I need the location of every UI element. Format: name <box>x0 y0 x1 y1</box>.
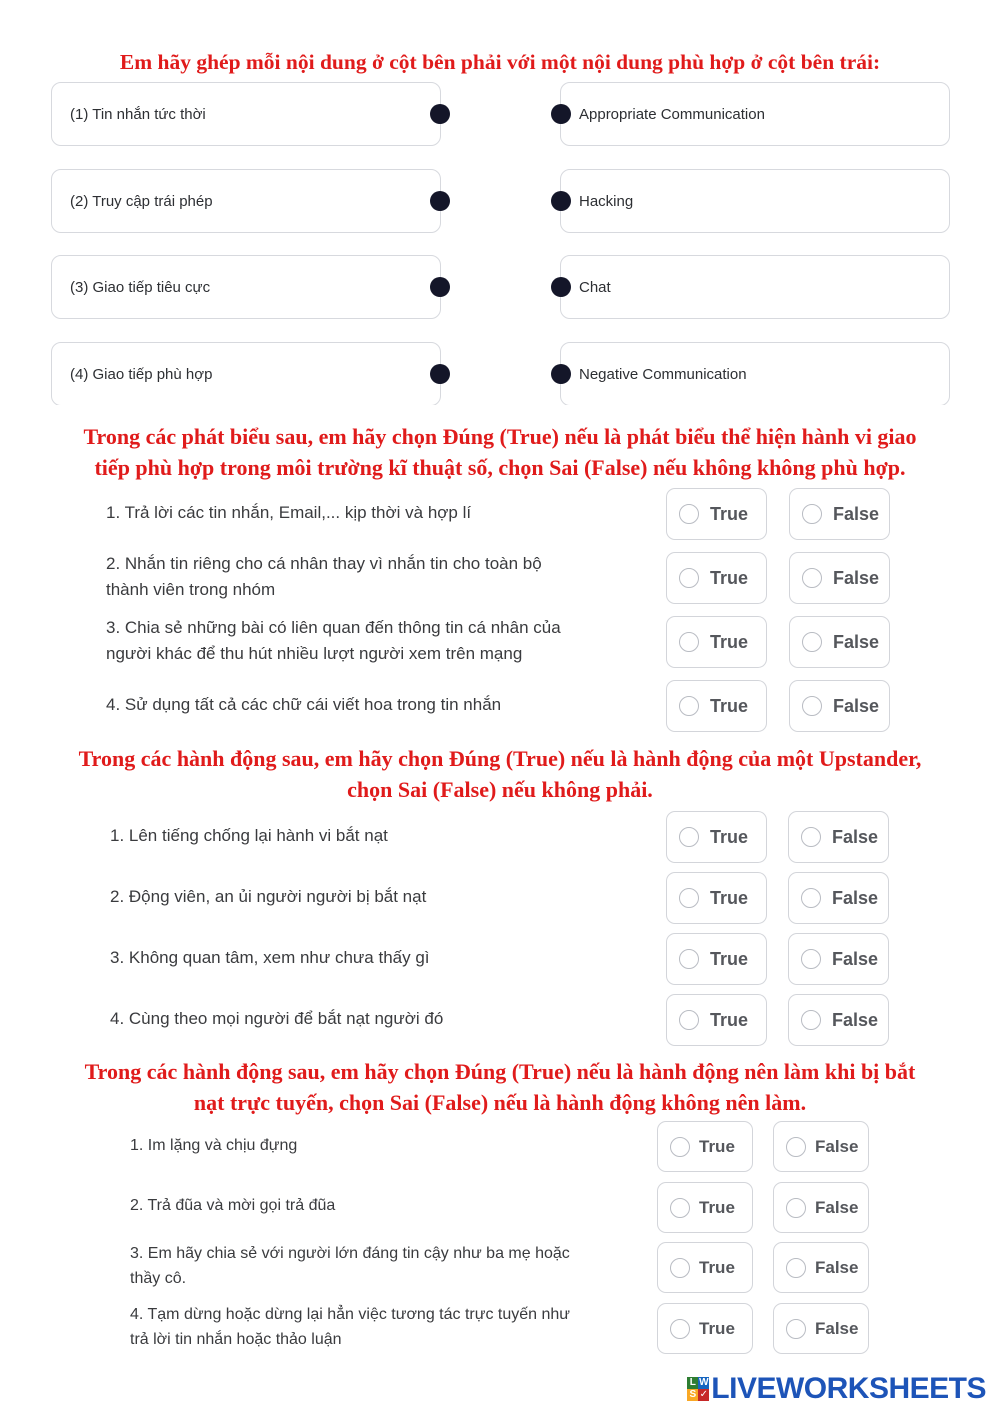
radio-circle-icon <box>670 1137 690 1157</box>
false-option[interactable] <box>773 1182 869 1233</box>
false-label: False <box>815 1197 859 1217</box>
radio-circle-icon <box>679 827 699 847</box>
false-option[interactable] <box>788 933 889 985</box>
false-label: False <box>833 631 880 652</box>
action-text: 3. Em hãy chia sẻ với người lớn đáng tin cậy như ba mẹ hoặc thầy cô. <box>130 1245 570 1287</box>
match-left-label: (2) Truy cập trái phép <box>70 193 213 210</box>
statement-text: 2. Nhắn tin riêng cho cá nhân thay vì nhắn tin cho toàn bộ thành viên trong nhóm <box>106 554 542 599</box>
liveworksheets-logo <box>687 1372 986 1406</box>
match-left-connector[interactable] <box>430 104 450 124</box>
false-option[interactable] <box>789 616 890 668</box>
radio-circle-icon <box>802 696 822 716</box>
true-option[interactable] <box>666 994 767 1046</box>
false-label: False <box>833 567 880 588</box>
match-left-item <box>51 169 441 233</box>
match-right-item <box>560 169 950 233</box>
true-label: True <box>710 1009 749 1030</box>
false-option[interactable] <box>789 680 890 732</box>
false-label: False <box>815 1257 859 1277</box>
true-option[interactable] <box>657 1242 753 1293</box>
radio-circle-icon <box>802 504 822 524</box>
true-label: True <box>699 1257 735 1277</box>
action-text: 4. Cùng theo mọi người để bắt nạt người đó <box>110 1009 444 1028</box>
true-label: True <box>710 631 749 652</box>
match-right-item <box>560 255 950 319</box>
section1-heading: Em hãy ghép mỗi nội dung ở cột bên phải với một nội dung phù hợp ở cột bên trái: <box>119 50 881 74</box>
radio-circle-icon <box>786 1319 806 1339</box>
match-left-connector[interactable] <box>430 191 450 211</box>
match-right-connector[interactable] <box>551 277 571 297</box>
false-label: False <box>832 1009 879 1030</box>
match-right-connector[interactable] <box>551 104 571 124</box>
true-label: True <box>699 1318 735 1338</box>
match-right-label: Chat <box>579 279 611 296</box>
false-label: False <box>832 948 879 969</box>
false-label: False <box>832 887 879 908</box>
radio-circle-icon <box>679 888 699 908</box>
match-left-connector[interactable] <box>430 364 450 384</box>
match-right-label: Hacking <box>579 193 634 210</box>
true-label: True <box>710 826 749 847</box>
false-option[interactable] <box>789 488 890 540</box>
radio-circle-icon <box>670 1319 690 1339</box>
action-text: 4. Tạm dừng hoặc dừng lại hẳn việc tương tác trực tuyến như trả lời tin nhắn hoặc thảo luận <box>130 1306 570 1348</box>
action-text: 3. Không quan tâm, xem như chưa thấy gì <box>110 948 430 967</box>
radio-circle-icon <box>679 632 699 652</box>
statement-text: 1. Trả lời các tin nhắn, Email,... kịp thời và hợp lí <box>106 503 472 522</box>
radio-circle-icon <box>802 568 822 588</box>
logo-badge-letter: L <box>687 1377 698 1389</box>
section3-heading-line1: Trong các hành động sau, em hãy chọn Đúng (True) nếu là hành động của một Upstander, <box>78 746 922 771</box>
match-left-item <box>51 255 441 319</box>
radio-circle-icon <box>679 568 699 588</box>
false-option[interactable] <box>788 994 889 1046</box>
match-left-item <box>51 342 441 406</box>
true-option[interactable] <box>657 1182 753 1233</box>
false-option[interactable] <box>789 552 890 604</box>
radio-circle-icon <box>679 949 699 969</box>
action-text: 1. Lên tiếng chống lại hành vi bắt nạt <box>110 826 388 845</box>
radio-circle-icon <box>679 504 699 524</box>
section2-heading-line1: Trong các phát biểu sau, em hãy chọn Đúng (True) nếu là phát biểu thể hiện hành vi giao <box>83 424 917 449</box>
radio-circle-icon <box>670 1258 690 1278</box>
false-label: False <box>832 826 879 847</box>
match-right-label: Appropriate Communication <box>579 106 765 123</box>
true-label: True <box>710 695 749 716</box>
clip-edge <box>40 405 960 419</box>
false-label: False <box>833 503 880 524</box>
section3-heading-line2: chọn Sai (False) nếu không phải. <box>347 777 653 802</box>
match-right-item <box>560 82 950 146</box>
match-left-connector[interactable] <box>430 277 450 297</box>
match-right-label: Negative Communication <box>579 366 747 383</box>
false-option[interactable] <box>773 1242 869 1293</box>
logo-badge-icon <box>687 1377 709 1401</box>
statement-text: 3. Chia sẻ những bài có liên quan đến thông tin cá nhân của người khác để thu hút nhiều lượt người xem trên mạng <box>106 618 561 663</box>
true-label: True <box>699 1197 735 1217</box>
true-label: True <box>710 567 749 588</box>
true-option[interactable] <box>666 552 767 604</box>
radio-circle-icon <box>801 888 821 908</box>
match-right-connector[interactable] <box>551 191 571 211</box>
true-label: True <box>699 1136 735 1156</box>
action-text: 2. Động viên, an ủi người người bị bắt nạt <box>110 887 427 906</box>
true-option[interactable] <box>657 1121 753 1172</box>
section2-heading-line2: tiếp phù hợp trong môi trường kĩ thuật số, chọn Sai (False) nếu không không phù hợp. <box>94 455 906 480</box>
match-right-item <box>560 342 950 406</box>
true-label: True <box>710 503 749 524</box>
statement-text: 4. Sử dụng tất cả các chữ cái viết hoa trong tin nhắn <box>106 695 502 714</box>
radio-circle-icon <box>786 1198 806 1218</box>
logo-badge-letter: ✓ <box>699 1389 708 1400</box>
section4-heading-line1: Trong các hành động sau, em hãy chọn Đúng (True) nếu là hành động nên làm khi bị bắt <box>84 1059 916 1084</box>
match-left-label: (1) Tin nhắn tức thời <box>70 106 206 123</box>
true-option[interactable] <box>666 680 767 732</box>
action-text: 2. Trả đũa và mời gọi trả đũa <box>130 1197 336 1214</box>
match-right-connector[interactable] <box>551 364 571 384</box>
radio-circle-icon <box>786 1258 806 1278</box>
logo-text: LIVEWORKSHEETS <box>711 1372 986 1405</box>
true-option[interactable] <box>666 488 767 540</box>
true-option[interactable] <box>657 1303 753 1354</box>
action-text: 1. Im lặng và chịu đựng <box>130 1137 298 1154</box>
radio-circle-icon <box>802 632 822 652</box>
radio-circle-icon <box>801 1010 821 1030</box>
true-option[interactable] <box>666 872 767 924</box>
false-label: False <box>815 1136 859 1156</box>
false-option[interactable] <box>788 872 889 924</box>
radio-circle-icon <box>801 827 821 847</box>
radio-circle-icon <box>679 696 699 716</box>
true-option[interactable] <box>666 933 767 985</box>
true-option[interactable] <box>666 616 767 668</box>
match-left-item <box>51 82 441 146</box>
true-label: True <box>710 948 749 969</box>
radio-circle-icon <box>801 949 821 969</box>
false-option[interactable] <box>773 1121 869 1172</box>
true-option[interactable] <box>666 811 767 863</box>
match-left-label: (4) Giao tiếp phù hợp <box>70 366 213 383</box>
logo-badge-letter: W <box>699 1377 709 1388</box>
false-option[interactable] <box>788 811 889 863</box>
radio-circle-icon <box>679 1010 699 1030</box>
radio-circle-icon <box>670 1198 690 1218</box>
match-left-label: (3) Giao tiếp tiêu cực <box>70 279 211 296</box>
radio-circle-icon <box>786 1137 806 1157</box>
false-option[interactable] <box>773 1303 869 1354</box>
false-label: False <box>815 1318 859 1338</box>
section4-heading-line2: nạt trực tuyến, chọn Sai (False) nếu là hành động không nên làm. <box>193 1090 807 1115</box>
false-label: False <box>833 695 880 716</box>
logo-badge-letter: S <box>687 1389 698 1401</box>
true-label: True <box>710 887 749 908</box>
